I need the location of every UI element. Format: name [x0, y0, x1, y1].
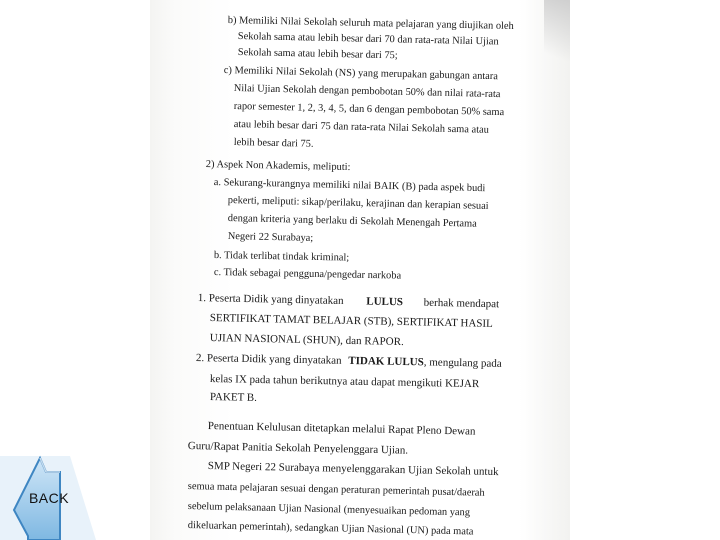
scanned-document-page [150, 0, 570, 540]
doc-line: Penentuan Kelulusan ditetapkan melalui Rapat Pleno Dewan [207, 420, 476, 438]
doc-line: c) Memiliki Nilai Sekolah (NS) yang merupakan gabungan antara [223, 64, 499, 83]
doc-line-text: 1. Peserta Didik yang dinyatakan [197, 292, 344, 308]
back-button-label[interactable]: BACK [28, 490, 70, 506]
doc-line: a. Sekurang-kurangnya memiliki nilai BAIK (B) pada aspek budi [213, 176, 486, 195]
doc-line-text: berhak mendapat [423, 296, 500, 311]
doc-line: semua mata pelajaran sesuai dengan peraturan pemerintah pusat/daerah [187, 480, 485, 499]
doc-line: b) Memiliki Nilai Sekolah seluruh mata pelajaran yang diujikan oleh [227, 14, 514, 32]
doc-line: sebelum pelaksanaan Ujian Nasional (menyesuaikan pedoman yang [187, 500, 471, 519]
doc-line: Sekolah sama atau lebih besar dari 75; [237, 46, 398, 62]
doc-line: kelas IX pada tahun berikutnya atau dapat mengikuti KEJAR [209, 373, 480, 391]
lulus-emphasis: LULUS [366, 295, 404, 309]
doc-line: 2) Aspek Non Akademis, meliputi: [205, 158, 351, 174]
doc-line: atau lebih besar dari 75 dan rata-rata Nilai Sekolah sama atau [233, 118, 489, 136]
doc-line: rapor semester 1, 2, 3, 4, 5, dan 6 dengan pembobotan 50% sama [233, 100, 505, 119]
doc-line: SMP Negeri 22 Surabaya menyelenggarakan Ujian Sekolah untuk [207, 460, 499, 479]
doc-line: PAKET B. [209, 391, 258, 404]
doc-line-1 [198, 292, 500, 311]
doc-line-text: , mengulang pada [423, 356, 502, 370]
doc-line: Nilai Ujian Sekolah dengan pembobotan 50% dan nilai rata-rata [233, 82, 501, 101]
doc-line: SERTIFIKAT TAMAT BELAJAR (STB), SERTIFIKAT HASIL [209, 312, 493, 330]
scan-edge-shadow [544, 0, 570, 80]
doc-line: Negeri 22 Surabaya; [227, 230, 314, 244]
tidak-lulus-emphasis: TIDAK LULUS [348, 354, 424, 369]
doc-line-text: 2. Peserta Didik yang dinyatakan [195, 352, 342, 367]
doc-line: dikeluarkan pemerintah), sedangkan Ujian Nasional (UN) pada mata [187, 519, 474, 538]
doc-line: UJIAN NASIONAL (SHUN), dan RAPOR. [209, 332, 404, 349]
doc-line: pekerti, meliputi: sikap/perilaku, kerajinan dan kerapian sesuai [227, 194, 489, 212]
doc-line: dengan kriteria yang berlaku di Sekolah Menengah Pertama [227, 212, 477, 230]
doc-line: lebih besar dari 75. [233, 136, 314, 150]
doc-line: Guru/Rapat Panitia Sekolah Penyelenggara Ujian. [187, 440, 409, 457]
doc-line: b. Tidak terlibat tindak kriminal; [213, 249, 350, 264]
doc-line-2 [196, 352, 502, 371]
doc-line: c. Tidak sebagai pengguna/pengedar narkoba [213, 266, 402, 282]
doc-line: Sekolah sama atau lebih besar dari 70 dan rata-rata Nilai Ujian [237, 30, 499, 48]
